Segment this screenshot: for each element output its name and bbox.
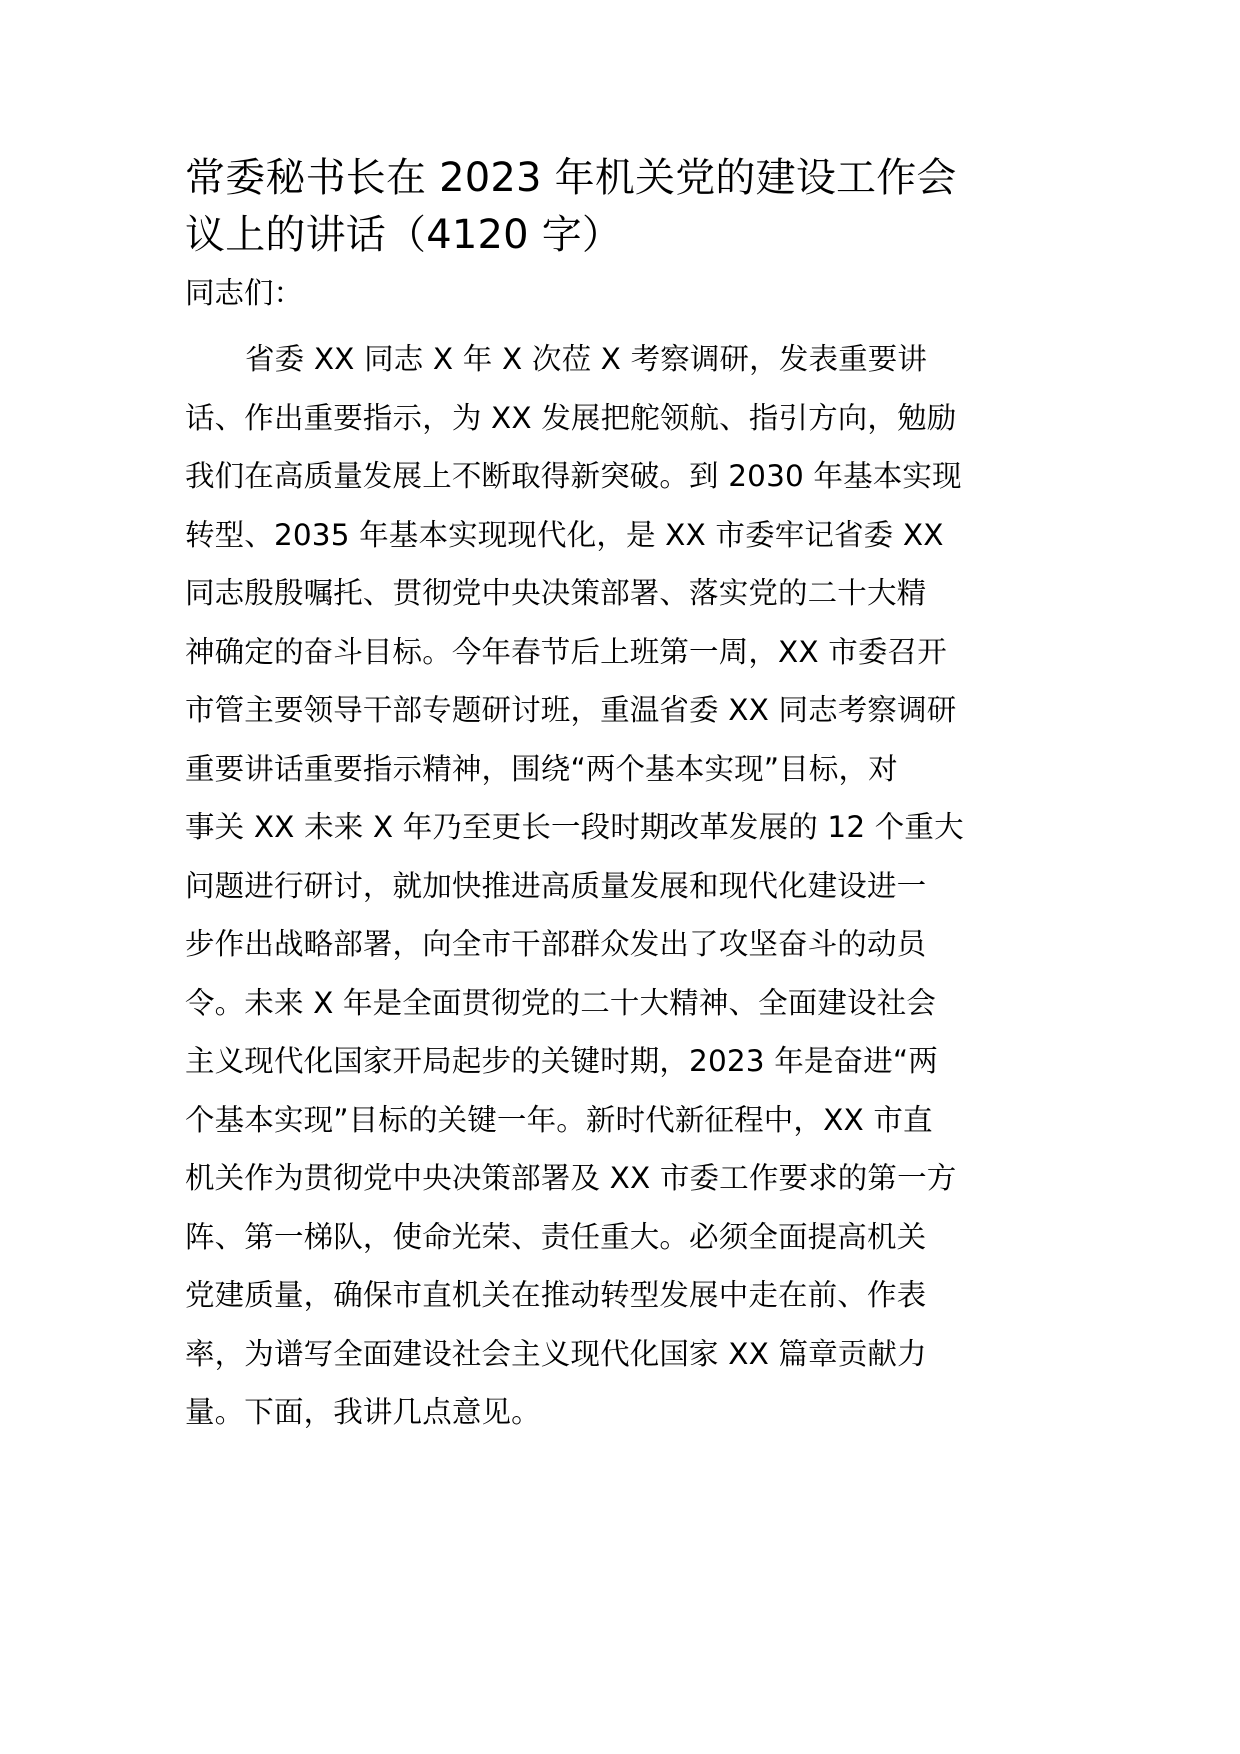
paragraph-line: 转型、2035 年基本实现现代化，是 XX 市委牢记省委 XX (185, 517, 944, 552)
paragraph-line: 量。下面，我讲几点意见。 (185, 1395, 541, 1429)
paragraph-line: 步作出战略部署，向全市干部群众发出了攻坚奋斗的动员 (185, 927, 927, 961)
paragraph-line: 阵、第一梯队，使命光荣、责任重大。必须全面提高机关 (185, 1219, 927, 1254)
paragraph-line: 主义现代化国家开局起步的关键时期，2023 年是奋进“两 (185, 1044, 938, 1078)
paragraph-line: 问题进行研讨，就加快推进高质量发展和现代化建设进一 (185, 868, 927, 903)
body-paragraph (185, 330, 1055, 1442)
greeting: 同志们： (185, 276, 304, 310)
paragraph-line: 令。未来 X 年是全面贯彻党的二十大精神、全面建设社会 (185, 985, 937, 1020)
title-line: 常委秘书长在 2023 年机关党的建设工作会 (185, 155, 957, 201)
paragraph-line: 事关 XX 未来 X 年乃至更长一段时期改革发展的 12 个重大 (185, 810, 964, 844)
document-title (185, 150, 1055, 264)
paragraph-line: 重要讲话重要指示精神，围绕“两个基本实现”目标，对 (185, 751, 898, 786)
paragraph-line: 神确定的奋斗目标。今年春节后上班第一周，XX 市委召开 (185, 634, 947, 669)
paragraph-line: 我们在高质量发展上不断取得新突破。到 2030 年基本实现 (185, 459, 962, 493)
document-page (185, 150, 1055, 1442)
paragraph-line: 机关作为贯彻党中央决策部署及 XX 市委工作要求的第一方 (185, 1161, 957, 1195)
paragraph-line: 话、作出重要指示，为 XX 发展把舵领航、指引方向，勉励 (185, 400, 957, 435)
title-line: 议上的讲话（4120 字） (185, 212, 623, 258)
paragraph-line: 党建质量，确保市直机关在推动转型发展中走在前、作表 (185, 1278, 927, 1312)
paragraph-line: 率，为谱写全面建设社会主义现代化国家 XX 篇章贡献力 (185, 1336, 927, 1371)
paragraph-line: 省委 XX 同志 X 年 X 次莅 X 考察调研，发表重要讲 (245, 342, 928, 376)
paragraph-line: 同志殷殷嘱托、贯彻党中央决策部署、落实党的二十大精 (185, 576, 927, 610)
paragraph-line: 个基本实现”目标的关键一年。新时代新征程中，XX 市直 (185, 1102, 933, 1137)
paragraph-line: 市管主要领导干部专题研讨班，重温省委 XX 同志考察调研 (185, 693, 957, 727)
